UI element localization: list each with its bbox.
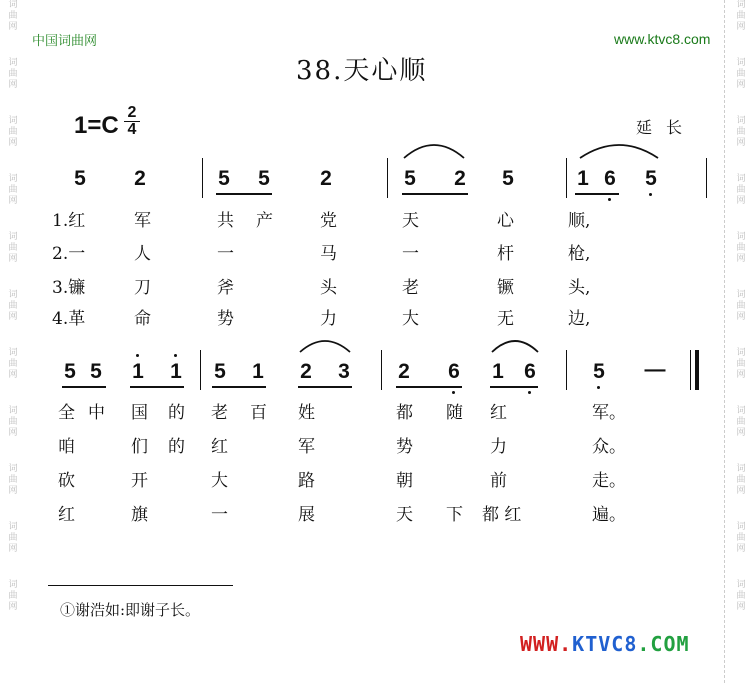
time-numerator: 2: [127, 104, 137, 121]
lyric-syllable: 军: [298, 437, 315, 457]
underline-eighth: [130, 386, 184, 388]
side-watermark-left: [2, 0, 24, 683]
lower-octave-dot: [597, 386, 600, 389]
barline: [566, 350, 567, 390]
note: 5: [90, 360, 102, 383]
note: 3: [338, 360, 350, 383]
lyric-syllable: 斧: [217, 278, 234, 298]
lyric-syllable: 1.红: [52, 211, 86, 231]
barline: [387, 158, 388, 198]
side-watermark-text: 词 曲 网: [736, 0, 746, 32]
final-barline-thick: [695, 350, 699, 390]
lyric-syllable: 众。: [592, 437, 626, 457]
side-watermark-text: 词 曲 网: [8, 174, 18, 206]
note: 5: [502, 167, 514, 190]
lyric-syllable: 随: [446, 403, 463, 423]
note: 5: [214, 360, 226, 383]
lyric-syllable: 产: [256, 211, 273, 231]
side-watermark-text: 词 曲 网: [736, 522, 746, 554]
lyric-syllable: 朝: [396, 471, 413, 491]
lyric-syllable: 势: [396, 437, 413, 457]
lyric-syllable: 2.一: [52, 244, 86, 264]
side-watermark-text: 词 曲 网: [736, 290, 746, 322]
final-barline-thin: [690, 350, 691, 390]
lyric-syllable: 旗: [131, 505, 148, 525]
note: 1: [252, 360, 264, 383]
upper-octave-dot: [174, 354, 177, 357]
lower-octave-dot: [452, 391, 455, 394]
lyric-syllable: 百: [250, 403, 267, 423]
side-watermark-text: 词 曲 网: [736, 232, 746, 264]
lyric-syllable: 杆: [497, 244, 514, 264]
note: 1: [577, 167, 589, 190]
footnote: ①谢浩如:即谢子长。: [60, 601, 201, 619]
note: 2: [454, 167, 466, 190]
side-watermark-text: 词 曲 网: [8, 58, 18, 90]
note: 6: [604, 167, 616, 190]
note: 5: [645, 167, 657, 190]
watermark-part: WWW.: [520, 632, 573, 656]
underline-eighth: [575, 193, 619, 195]
lyric-syllable: 无: [497, 309, 514, 329]
lyric-syllable: 们: [131, 437, 148, 457]
lyric-syllable: 命: [134, 309, 151, 329]
lyric-syllable: 军: [134, 211, 151, 231]
lyric-syllable: 老: [211, 403, 228, 423]
lower-octave-dot: [608, 198, 611, 201]
lyric-syllable: 头: [320, 278, 337, 298]
barline: [381, 350, 382, 390]
page-edge-line: [724, 0, 725, 683]
note: 2: [398, 360, 410, 383]
note: 1: [170, 360, 182, 383]
underline-eighth: [216, 193, 272, 195]
site-watermark-logo[interactable]: [520, 632, 690, 656]
underline-eighth: [396, 386, 462, 388]
lyric-syllable: 大: [211, 471, 228, 491]
side-watermark-text: 词 曲 网: [8, 290, 18, 322]
lyric-syllable: 姓: [298, 403, 315, 423]
side-watermark-text: 词 曲 网: [8, 580, 18, 612]
lower-octave-dot: [528, 391, 531, 394]
song-author: 延长: [636, 118, 697, 137]
lyric-syllable: 力: [490, 437, 507, 457]
lyric-syllable: 镢: [497, 278, 514, 298]
lyric-syllable: 边,: [568, 309, 591, 329]
lyric-syllable: 共: [217, 211, 234, 231]
side-watermark-text: 词 曲 网: [736, 464, 746, 496]
note: 5: [64, 360, 76, 383]
lyric-syllable: 遍。: [592, 505, 626, 525]
lyric-syllable: 下: [446, 505, 463, 525]
barline: [200, 350, 201, 390]
side-watermark-text: 词 曲 网: [8, 522, 18, 554]
lyric-syllable: 心: [497, 211, 514, 231]
lyric-syllable: 人: [134, 244, 151, 264]
watermark-part: .COM: [637, 632, 690, 656]
lyric-syllable: 展: [298, 505, 315, 525]
lyric-syllable: 咱: [58, 437, 75, 457]
underline-eighth: [62, 386, 106, 388]
underline-eighth: [402, 193, 468, 195]
side-watermark-text: 词 曲 网: [8, 406, 18, 438]
lyric-syllable: 路: [298, 471, 315, 491]
lyric-syllable: 头,: [568, 278, 591, 298]
note: 5: [404, 167, 416, 190]
dash-extension: —: [644, 358, 666, 381]
note: 6: [524, 360, 536, 383]
lyric-syllable: 军。: [592, 403, 626, 423]
side-watermark-text: 词 曲 网: [736, 406, 746, 438]
barline: [706, 158, 707, 198]
watermark-part: KTVC8: [572, 632, 638, 656]
lyric-syllable: 顺,: [568, 211, 591, 231]
lyric-syllable: 一: [217, 244, 234, 264]
side-watermark-text: 词 曲 网: [8, 348, 18, 380]
note: 5: [218, 167, 230, 190]
lyric-syllable: 红: [490, 403, 507, 423]
lyric-syllable: 天: [396, 505, 413, 525]
site-name-left: 中国词曲网: [32, 34, 98, 49]
note: 5: [258, 167, 270, 190]
note: 2: [300, 360, 312, 383]
footnote-rule: [48, 585, 233, 586]
time-denominator: 4: [127, 121, 137, 138]
lyric-syllable: 4.革: [52, 309, 86, 329]
side-watermark-right: [730, 0, 751, 683]
side-watermark-text: 词 曲 网: [8, 232, 18, 264]
barline: [202, 158, 203, 198]
note: 1: [492, 360, 504, 383]
upper-octave-dot: [136, 354, 139, 357]
side-watermark-text: 词 曲 网: [736, 174, 746, 206]
side-watermark-text: 词 曲 网: [8, 0, 18, 32]
note: 6: [448, 360, 460, 383]
lyric-syllable: 全: [58, 403, 75, 423]
lyric-syllable: 都 红: [482, 505, 522, 525]
site-url-right[interactable]: www.ktvc8.com: [614, 31, 711, 47]
note: 5: [74, 167, 86, 190]
side-watermark-text: 词 曲 网: [736, 116, 746, 148]
lyric-syllable: 前: [490, 471, 507, 491]
lyric-syllable: 力: [320, 309, 337, 329]
side-watermark-text: 词 曲 网: [8, 116, 18, 148]
underline-eighth: [212, 386, 266, 388]
lyric-syllable: 国: [131, 403, 148, 423]
side-watermark-text: 词 曲 网: [736, 58, 746, 90]
underline-eighth: [298, 386, 352, 388]
lyric-syllable: 砍: [58, 471, 75, 491]
lyric-syllable: 马: [320, 244, 337, 264]
lyric-syllable: 大: [402, 309, 419, 329]
side-watermark-text: 词 曲 网: [8, 464, 18, 496]
slur-mark: [578, 138, 660, 160]
lyric-syllable: 天: [402, 211, 419, 231]
lyric-syllable: 走。: [592, 471, 626, 491]
lyric-syllable: 红: [58, 505, 75, 525]
lyric-syllable: 的: [168, 437, 185, 457]
lyric-syllable: 红: [211, 437, 228, 457]
slur-mark: [298, 334, 352, 354]
lyric-syllable: 老: [402, 278, 419, 298]
slur-mark: [402, 138, 466, 160]
note: 1: [132, 360, 144, 383]
lyric-syllable: 一: [402, 244, 419, 264]
note: 2: [320, 167, 332, 190]
barline: [566, 158, 567, 198]
lyric-syllable: 的: [168, 403, 185, 423]
lyric-syllable: 都: [396, 403, 413, 423]
lyric-syllable: 开: [131, 471, 148, 491]
key-signature: 1=C: [74, 112, 119, 139]
lyric-syllable: 党: [320, 211, 337, 231]
lyric-syllable: 枪,: [568, 244, 591, 264]
lyric-syllable: 一: [211, 505, 228, 525]
lyric-syllable: 3.镰: [52, 278, 86, 298]
side-watermark-text: 词 曲 网: [736, 348, 746, 380]
slur-mark: [490, 334, 540, 354]
song-title: 38.天心顺: [296, 56, 428, 86]
note: 5: [593, 360, 605, 383]
time-signature: [124, 106, 140, 137]
lyric-syllable: 刀: [134, 278, 151, 298]
lyric-syllable: 中: [88, 403, 105, 423]
side-watermark-text: 词 曲 网: [736, 580, 746, 612]
underline-eighth: [490, 386, 538, 388]
lyric-syllable: 势: [217, 309, 234, 329]
lower-octave-dot: [649, 193, 652, 196]
note: 2: [134, 167, 146, 190]
